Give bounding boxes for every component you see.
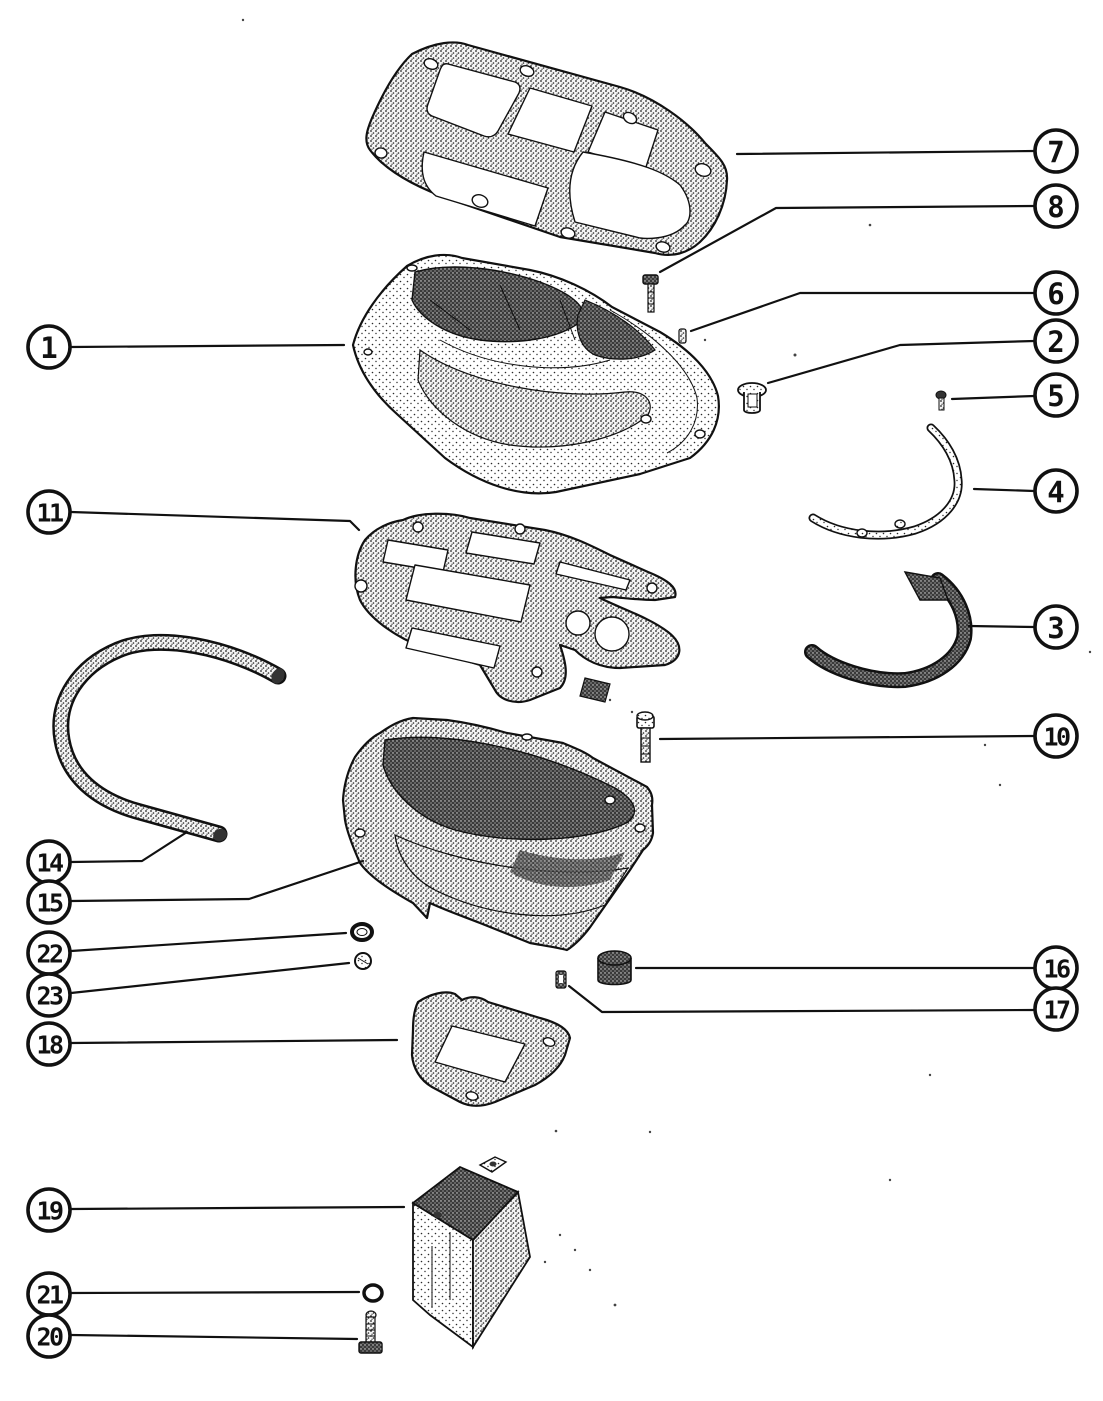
callout-number-23: 23	[36, 981, 62, 1011]
part-inner-gasket	[355, 514, 679, 702]
leader-line-7	[737, 151, 1034, 154]
part-washer	[364, 1285, 382, 1301]
callout-16	[636, 947, 1077, 989]
part-top-gasket	[366, 42, 727, 254]
callout-21	[28, 1273, 359, 1315]
callout-11	[28, 491, 359, 533]
callout-number-19: 19	[36, 1196, 62, 1226]
callout-19	[28, 1189, 404, 1231]
callout-number-16: 16	[1043, 954, 1069, 984]
callout-number-21: 21	[36, 1280, 62, 1310]
part-curved-seal	[61, 642, 287, 843]
callout-7	[737, 130, 1077, 172]
leader-line-5	[952, 396, 1034, 399]
callout-5	[952, 374, 1077, 416]
callout-4	[974, 470, 1077, 512]
part-lower-seal-strip	[812, 572, 965, 680]
callout-number-4: 4	[1047, 475, 1065, 509]
part-hex-bolt-upper	[643, 275, 658, 312]
leader-line-2	[768, 341, 1034, 383]
callout-number-15: 15	[36, 888, 62, 918]
leader-line-23	[71, 963, 349, 993]
leader-line-22	[71, 933, 346, 951]
leader-line-21	[71, 1292, 359, 1293]
part-dowel-pin	[679, 329, 686, 343]
callout-number-7: 7	[1047, 135, 1065, 169]
callout-17	[569, 986, 1077, 1030]
callout-2	[768, 320, 1077, 383]
callout-number-10: 10	[1043, 722, 1069, 752]
leader-line-15	[71, 861, 363, 901]
callout-15	[28, 861, 363, 923]
leader-line-3	[969, 626, 1034, 627]
callout-6	[691, 272, 1077, 331]
part-bolt-lower	[359, 1311, 382, 1353]
part-rubber-plug	[598, 951, 631, 985]
callout-number-8: 8	[1047, 190, 1065, 224]
leader-line-18	[71, 1040, 397, 1043]
leader-line-11	[71, 512, 359, 530]
part-grommet-screw	[355, 953, 371, 969]
part-exhaust-manifold-cover	[353, 255, 719, 493]
callout-number-5: 5	[1047, 379, 1065, 413]
callout-number-3: 3	[1047, 611, 1065, 645]
callout-3	[969, 606, 1077, 648]
leader-line-14	[71, 832, 187, 862]
callout-23	[28, 963, 349, 1016]
part-small-pin	[556, 971, 566, 988]
callout-number-18: 18	[36, 1030, 62, 1060]
part-hex-bolt-center	[637, 712, 654, 762]
leader-line-4	[974, 489, 1034, 491]
callout-1	[28, 326, 344, 368]
leader-line-10	[660, 736, 1034, 739]
leader-line-1	[71, 345, 344, 347]
callout-number-11: 11	[36, 498, 62, 528]
part-bushing-plug	[738, 383, 766, 413]
part-adapter-bracket	[412, 992, 570, 1105]
leader-line-6	[691, 293, 1034, 331]
callout-number-2: 2	[1047, 325, 1065, 359]
callout-number-20: 20	[36, 1322, 62, 1352]
part-upper-seal-strip	[813, 428, 958, 537]
callout-10	[660, 715, 1077, 757]
callout-14	[28, 832, 187, 883]
leader-line-19	[71, 1207, 404, 1209]
part-relief-box	[413, 1157, 530, 1347]
leader-line-20	[71, 1335, 357, 1339]
leader-line-17	[569, 986, 1034, 1012]
callout-number-17: 17	[1043, 995, 1069, 1025]
callout-18	[28, 1023, 397, 1065]
part-grommet	[352, 924, 372, 940]
callout-number-14: 14	[36, 848, 62, 878]
part-exhaust-plate	[343, 718, 653, 950]
callout-number-6: 6	[1047, 277, 1065, 311]
callout-number-1: 1	[40, 331, 58, 365]
part-small-screw	[936, 391, 946, 410]
callout-20	[28, 1315, 357, 1357]
callout-number-22: 22	[36, 939, 62, 969]
